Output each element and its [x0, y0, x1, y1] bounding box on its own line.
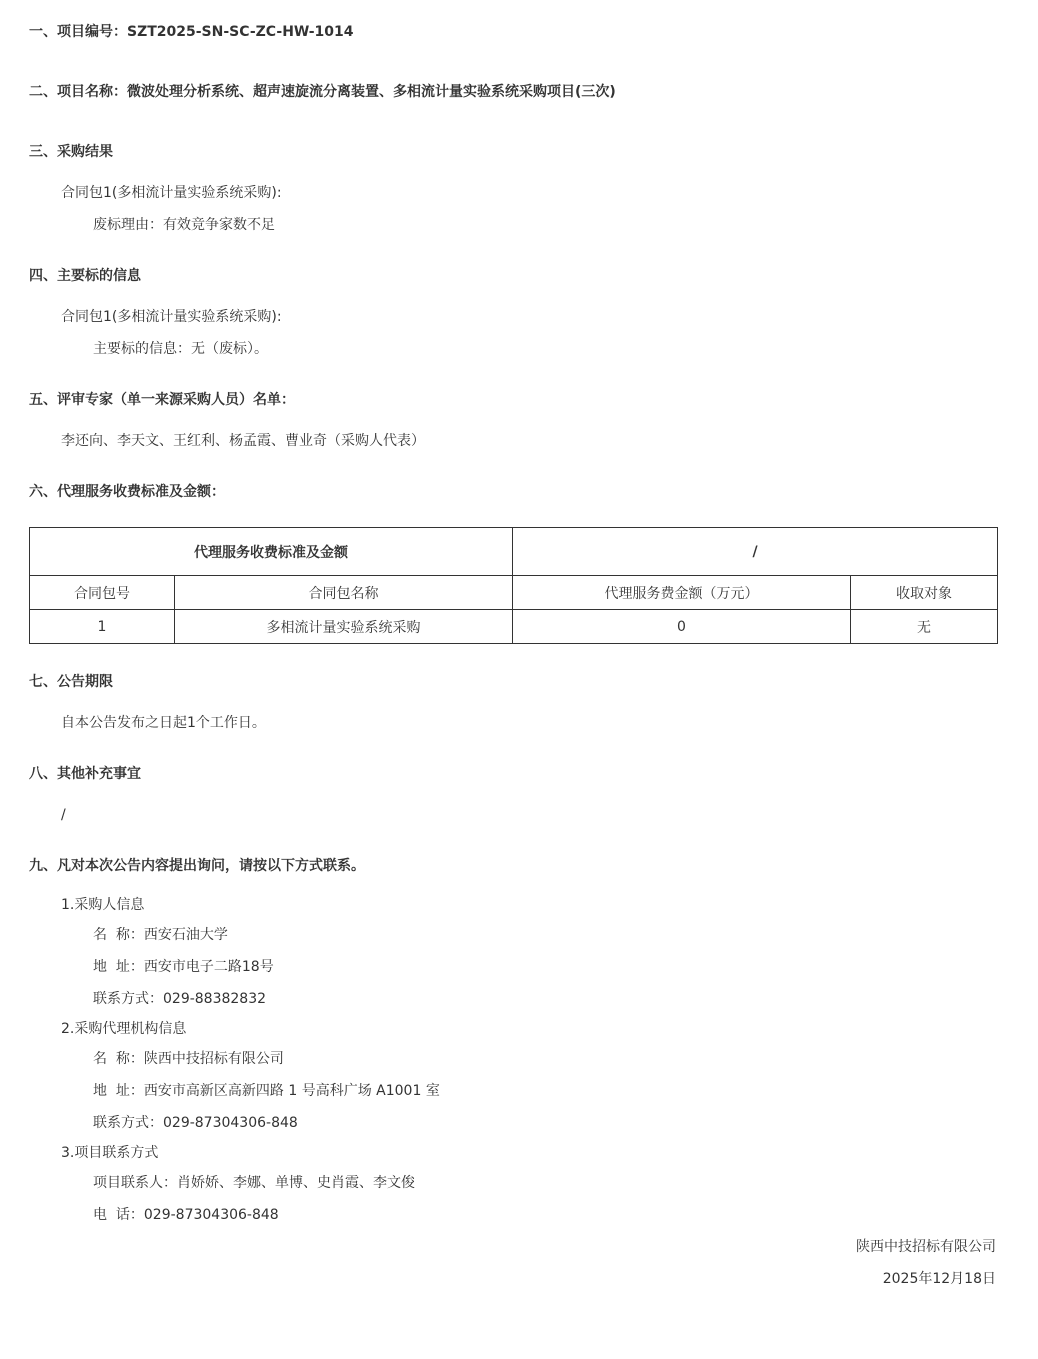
section-project-number: 一、项目编号：SZT2025-SN-SC-ZC-HW-1014 — [29, 24, 354, 40]
notice-period-text: 自本公告发布之日起1个工作日。 — [61, 715, 266, 731]
section-project-name: 二、项目名称：微波处理分析系统、超声速旋流分离装置、多相流计量实验系统采购项目(三次) — [29, 84, 616, 100]
agency-fee-table — [29, 527, 998, 644]
col-fee-amount: 代理服务费金额（万元） — [513, 576, 851, 610]
table-row — [30, 610, 998, 644]
section-main-subject: 四、主要标的信息 — [29, 268, 141, 284]
cell-package-number: 1 — [30, 610, 175, 644]
project-contact-people: 项目联系人：肖娇娇、李娜、单博、史肖霞、李文俊 — [93, 1175, 415, 1191]
cell-package-name: 多相流计量实验系统采购 — [175, 610, 513, 644]
table-header-row — [30, 528, 998, 576]
section-contact: 九、凡对本次公告内容提出询问，请按以下方式联系。 — [29, 858, 365, 874]
agency-heading: 2.采购代理机构信息 — [61, 1021, 187, 1037]
buyer-contact: 联系方式：029-88382832 — [93, 991, 267, 1007]
section-notice-period: 七、公告期限 — [29, 674, 113, 690]
subject-detail: 主要标的信息：无（废标）。 — [93, 341, 268, 357]
cell-charge-target: 无 — [851, 610, 998, 644]
footer-company: 陕西中技招标有限公司 — [856, 1239, 996, 1255]
col-charge-target: 收取对象 — [851, 576, 998, 610]
subject-package: 合同包1(多相流计量实验系统采购): — [61, 309, 282, 325]
project-contact-phone: 电 话：029-87304306-848 — [93, 1207, 279, 1223]
fee-standard-value: / — [513, 528, 998, 576]
agency-contact: 联系方式：029-87304306-848 — [93, 1115, 298, 1131]
result-package: 合同包1(多相流计量实验系统采购): — [61, 185, 282, 201]
cell-fee-amount: 0 — [513, 610, 851, 644]
footer-date: 2025年12月18日 — [882, 1271, 996, 1287]
buyer-heading: 1.采购人信息 — [61, 897, 145, 913]
result-detail: 废标理由：有效竞争家数不足 — [93, 217, 275, 233]
other-matters-text: / — [61, 807, 66, 823]
agency-name: 名 称：陕西中技招标有限公司 — [93, 1051, 284, 1067]
expert-names: 李还向、李天文、王红利、杨孟霞、曹业奇（采购人代表） — [61, 433, 425, 449]
section-agency-fee: 六、代理服务收费标准及金额： — [29, 484, 225, 500]
agency-address: 地 址：西安市高新区高新四路 1 号高科广场 A1001 室 — [93, 1083, 440, 1099]
table-column-headers — [30, 576, 998, 610]
section-procurement-result: 三、采购结果 — [29, 144, 113, 160]
col-package-name: 合同包名称 — [175, 576, 513, 610]
section-experts: 五、评审专家（单一来源采购人员）名单： — [29, 392, 295, 408]
section-other-matters: 八、其他补充事宜 — [29, 766, 141, 782]
col-package-number: 合同包号 — [30, 576, 175, 610]
fee-standard-label: 代理服务收费标准及金额 — [30, 528, 513, 576]
project-contact-heading: 3.项目联系方式 — [61, 1145, 159, 1161]
buyer-name: 名 称：西安石油大学 — [93, 927, 228, 943]
buyer-address: 地 址：西安市电子二路18号 — [93, 959, 274, 975]
